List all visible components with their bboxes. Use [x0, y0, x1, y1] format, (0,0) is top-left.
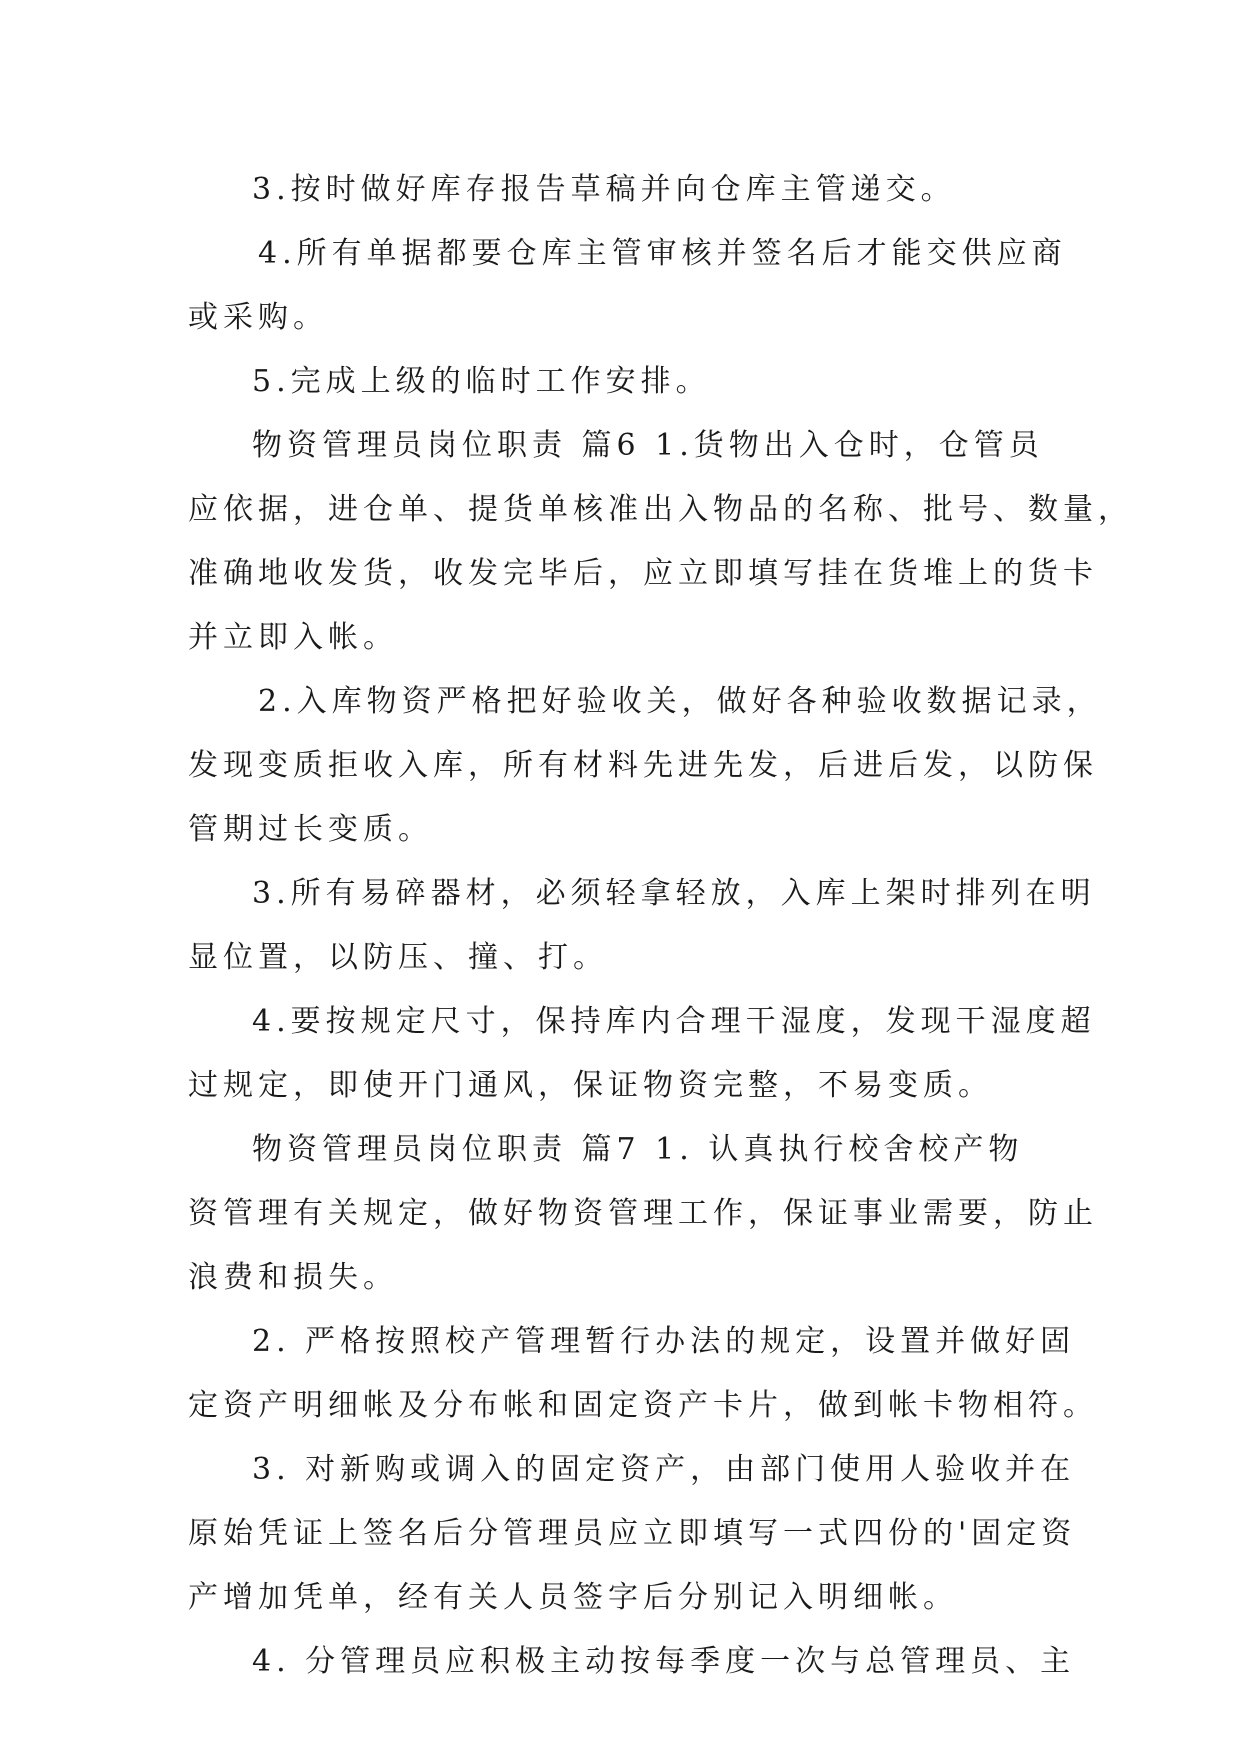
paragraph-line: 或采购。 [188, 300, 328, 335]
paragraph-line: 管期过长变质。 [188, 812, 433, 847]
paragraph-line: 定资产明细帐及分布帐和固定资产卡片，做到帐卡物相符。 [188, 1388, 1098, 1423]
paragraph-line: 3.所有易碎器材，必须轻拿轻放，入库上架时排列在明 [252, 876, 1096, 911]
paragraph-line: 产增加凭单，经有关人员签字后分别记入明细帐。 [188, 1580, 958, 1615]
paragraph-line: 3. 对新购或调入的固定资产，由部门使用人验收并在 [252, 1452, 1076, 1487]
paragraph-line: 2. 严格按照校产管理暂行办法的规定，设置并做好固 [252, 1324, 1076, 1359]
paragraph-line: 并立即入帐。 [188, 620, 398, 655]
paragraph-line: 4. 分管理员应积极主动按每季度一次与总管理员、主 [252, 1644, 1076, 1679]
paragraph-line: 4.所有单据都要仓库主管审核并签名后才能交供应商 [258, 236, 1067, 271]
section-heading-line: 物资管理员岗位职责 篇6 1.货物出入仓时，仓管员 [252, 428, 1044, 463]
paragraph-line: 3.按时做好库存报告草稿并向仓库主管递交。 [252, 172, 956, 207]
paragraph-line: 过规定，即使开门通风，保证物资完整，不易变质。 [188, 1068, 993, 1103]
document-body [188, 158, 1133, 1694]
paragraph-line: 原始凭证上签名后分管理员应立即填写一式四份的'固定资 [188, 1516, 1077, 1551]
paragraph-line: 2.入库物资严格把好验收关，做好各种验收数据记录， [258, 684, 1102, 719]
paragraph-line: 应依据，进仓单、提货单核准出入物品的名称、批号、数量， [188, 492, 1133, 527]
paragraph-line: 资管理有关规定，做好物资管理工作，保证事业需要，防止 [188, 1196, 1098, 1231]
paragraph-line: 准确地收发货，收发完毕后，应立即填写挂在货堆上的货卡 [188, 556, 1098, 591]
paragraph-line: 5.完成上级的临时工作安排。 [252, 364, 711, 399]
paragraph-line: 4.要按规定尺寸，保持库内合理干湿度，发现干湿度超 [252, 1004, 1096, 1039]
paragraph-line: 浪费和损失。 [188, 1260, 398, 1295]
paragraph-line: 发现变质拒收入库，所有材料先进先发，后进后发，以防保 [188, 748, 1098, 783]
paragraph-line: 显位置，以防压、撞、打。 [188, 940, 608, 975]
section-heading-line: 物资管理员岗位职责 篇7 1. 认真执行校舍校产物 [252, 1132, 1024, 1167]
